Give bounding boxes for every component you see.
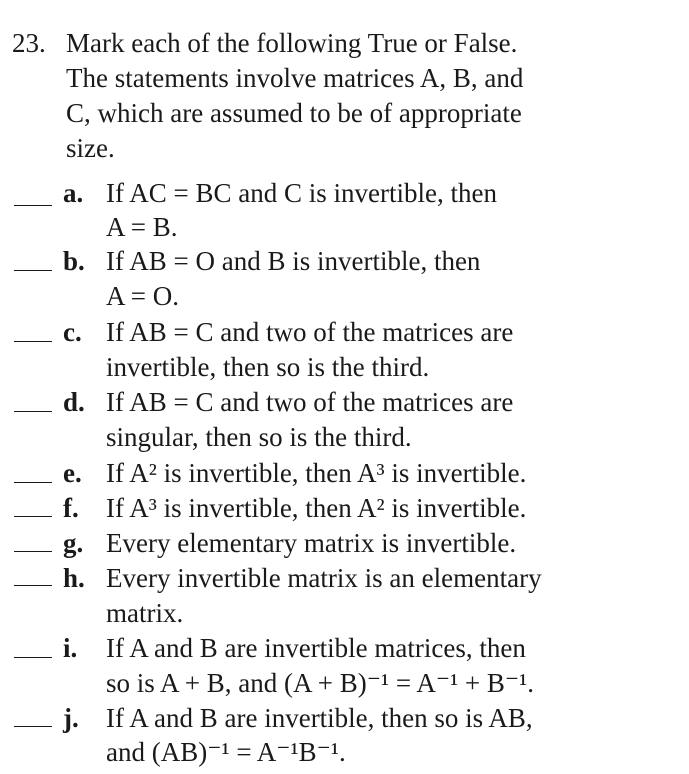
answer-blank-h[interactable]	[14, 585, 52, 586]
item-d-line-2: singular, then so is the third.	[106, 422, 412, 452]
answer-blank-f[interactable]	[14, 516, 52, 517]
answer-blank-b[interactable]	[14, 270, 52, 271]
intro-line-2: The statements involve matrices A, B, and	[66, 63, 524, 93]
item-c-line-2: invertible, then so is the third.	[106, 352, 430, 382]
item-letter-i: i.	[63, 633, 78, 663]
item-letter-b: b.	[63, 246, 85, 276]
item-a-line-2: A = B.	[106, 212, 178, 242]
item-f-line-1: If A³ is invertible, then A² is invertible.	[106, 493, 527, 523]
answer-blank-d[interactable]	[14, 411, 52, 412]
answer-blank-i[interactable]	[14, 657, 52, 658]
answer-blank-e[interactable]	[14, 482, 52, 483]
item-i-line-2: so is A + B, and (A + B)⁻¹ = A⁻¹ + B⁻¹.	[106, 668, 534, 698]
item-j-line-2: and (AB)⁻¹ = A⁻¹B⁻¹.	[106, 737, 346, 767]
item-e-line-1: If A² is invertible, then A³ is invertible.	[106, 458, 527, 488]
intro-line-1: Mark each of the following True or False.	[66, 28, 518, 58]
item-letter-a: a.	[63, 178, 84, 208]
item-letter-e: e.	[63, 458, 82, 488]
item-h-line-2: matrix.	[106, 598, 184, 628]
item-b-line-1: If AB = O and B is invertible, then	[106, 246, 481, 276]
item-letter-f: f.	[63, 493, 79, 523]
item-c-line-1: If AB = C and two of the matrices are	[106, 317, 514, 347]
item-i-line-1: If A and B are invertible matrices, then	[106, 633, 526, 663]
item-letter-c: c.	[63, 317, 82, 347]
item-letter-h: h.	[63, 563, 85, 593]
answer-blank-c[interactable]	[14, 341, 52, 342]
item-letter-g: g.	[63, 528, 84, 558]
answer-blank-j[interactable]	[14, 726, 52, 727]
item-d-line-1: If AB = C and two of the matrices are	[106, 387, 514, 417]
answer-blank-g[interactable]	[14, 551, 52, 552]
answer-blank-a[interactable]	[14, 205, 52, 206]
item-a-line-1: If AC = BC and C is invertible, then	[106, 178, 497, 208]
intro-line-4: size.	[66, 133, 115, 163]
item-b-line-2: A = O.	[106, 281, 179, 311]
intro-line-3: C, which are assumed to be of appropriate	[66, 98, 522, 128]
item-g-line-1: Every elementary matrix is invertible.	[106, 528, 517, 558]
item-j-line-1: If A and B are invertible, then so is AB,	[106, 703, 533, 733]
problem-number: 23.	[12, 28, 46, 58]
item-h-line-1: Every invertible matrix is an elementary	[106, 563, 542, 593]
item-letter-d: d.	[63, 387, 85, 417]
item-letter-j: j.	[63, 703, 79, 733]
